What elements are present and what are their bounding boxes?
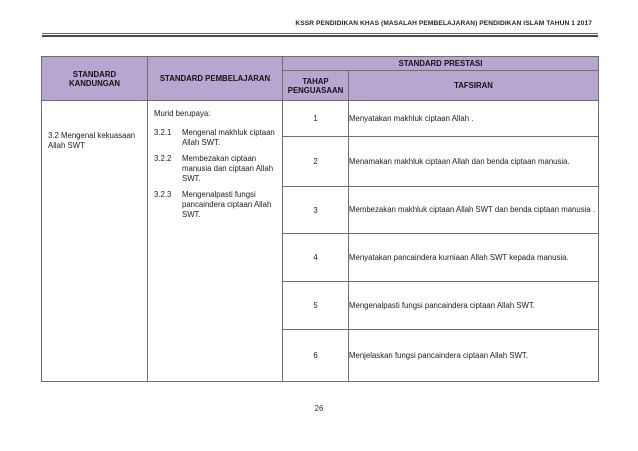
tahap-cell: 6 <box>283 330 349 382</box>
header-rule <box>42 33 598 34</box>
pembelajaran-item: 3.2.2 Membezakan ciptaan manusia dan ciptaan Allah SWT. <box>154 154 274 183</box>
standard-pembelajaran-cell <box>148 101 283 382</box>
header-standard-prestasi: STANDARD PRESTASI <box>283 57 599 71</box>
header-rule-thick <box>42 35 598 37</box>
standard-kandungan-text: 3.2 Mengenal kekuasaan Allah SWT <box>48 131 136 150</box>
tafsiran-cell: Mengenalpasti fungsi pancaindera ciptaan Allah SWT. <box>349 282 599 330</box>
tahap-cell: 3 <box>283 187 349 234</box>
pembelajaran-item: 3.2.1 Mengenal makhluk ciptaan Allah SWT. <box>154 128 275 147</box>
pembelajaran-item: 3.2.3 Mengenalpasti fungsi pancaindera ciptaan Allah SWT. <box>154 190 272 219</box>
tahap-cell: 5 <box>283 282 349 330</box>
page-number: 26 <box>314 404 324 413</box>
standard-kandungan-cell <box>42 101 148 382</box>
curriculum-table <box>41 56 599 382</box>
header-tahap-penguasaan: TAHAP PENGUASAAN <box>283 71 349 101</box>
header-tafsiran: TAFSIRAN <box>349 71 599 101</box>
tahap-cell: 4 <box>283 234 349 282</box>
pembelajaran-intro: Murid berupaya: <box>154 109 211 118</box>
tafsiran-cell: Menyatakan makhluk ciptaan Allah . <box>349 101 599 137</box>
tahap-cell: 1 <box>283 101 349 137</box>
tafsiran-cell: Menyatakan pancaindera kurniaan Allah SWT kepada manusia. <box>349 234 599 282</box>
document-header-title: KSSR PENDIDIKAN KHAS (MASALAH PEMBELAJARAN) PENDIDIKAN ISLAM TAHUN 1 2017 <box>295 20 592 27</box>
header-standard-pembelajaran: STANDARD PEMBELAJARAN <box>148 57 283 101</box>
tafsiran-cell: Menjelaskan fungsi pancaindera ciptaan Allah SWT. <box>349 330 599 382</box>
tafsiran-cell: Menamakan makhluk ciptaan Allah dan benda ciptaan manusia. <box>349 137 599 187</box>
tafsiran-cell: Membezakan makhluk ciptaan Allah SWT dan benda ciptaan manusia . <box>349 187 599 234</box>
tahap-cell: 2 <box>283 137 349 187</box>
header-standard-kandungan: STANDARD KANDUNGAN <box>42 57 148 101</box>
